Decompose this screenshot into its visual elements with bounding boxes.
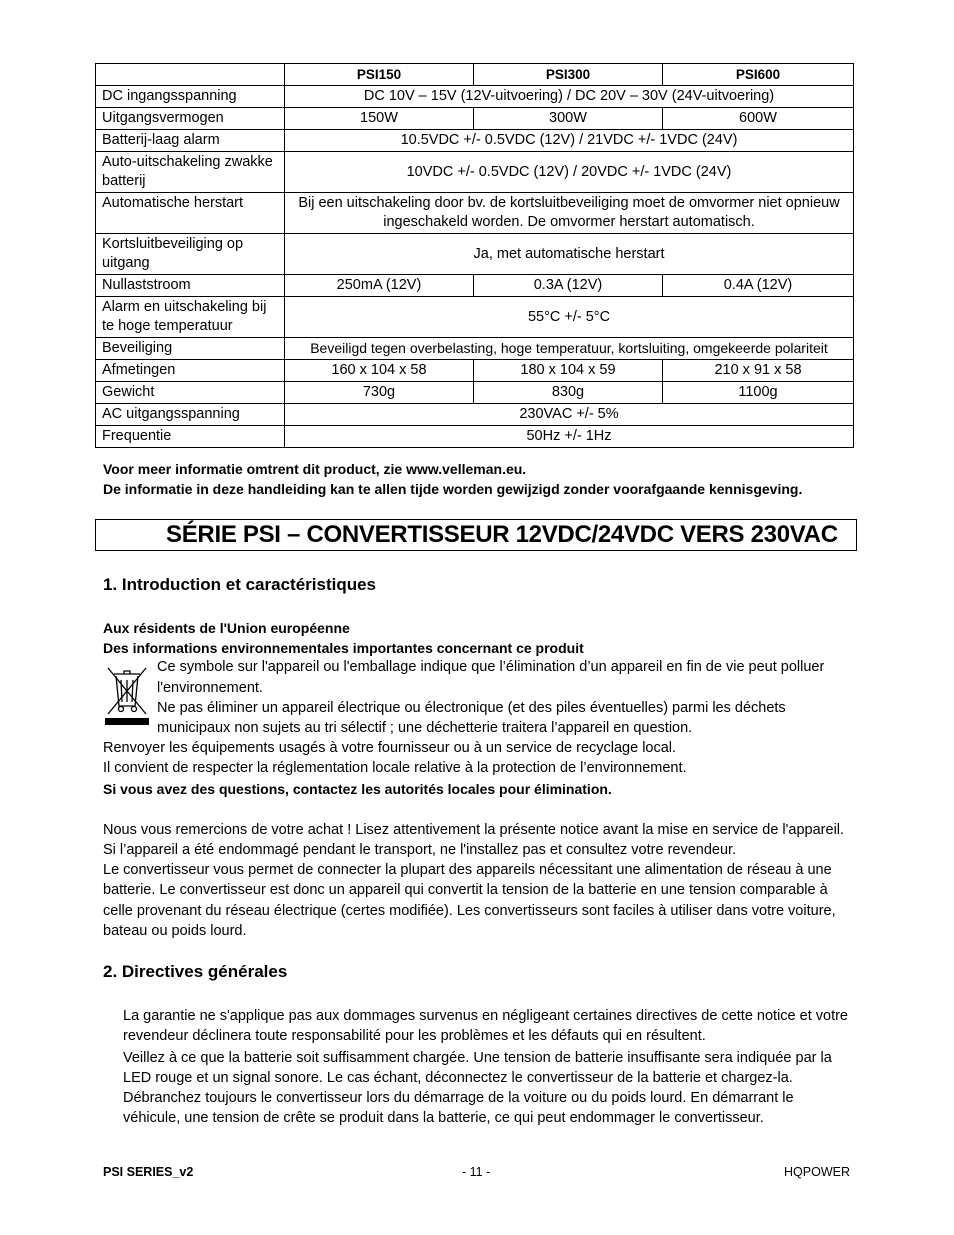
row-label: Alarm en uitschakeling bij te hoge temperatuur <box>96 297 285 338</box>
row-value-psi300: 830g <box>474 382 663 404</box>
row-value-psi150: 160 x 104 x 58 <box>285 360 474 382</box>
row-value-psi150: 730g <box>285 382 474 404</box>
footer-page-number: - 11 - <box>462 1165 491 1179</box>
specs-table <box>95 63 854 448</box>
row-label: Gewicht <box>96 382 285 404</box>
table-row <box>96 234 854 275</box>
directives-para2-line: Veillez à ce que la batterie soit suffisamment chargée. Une tension de batterie insuffisante sera indiquée par la <box>123 1050 832 1066</box>
row-value: Ja, met automatische herstart <box>285 234 854 275</box>
footer-document-id: PSI SERIES_v2 <box>103 1165 194 1179</box>
row-label: Batterij-laag alarm <box>96 130 285 152</box>
row-label: Uitgangsvermogen <box>96 108 285 130</box>
row-label: Nullaststroom <box>96 275 285 297</box>
intro-para-line: celle provenant du réseau électrique (certes modifiée). Les convertisseurs sont faciles à utiliser dans votre voiture, <box>103 903 836 919</box>
intro-para-line: Si l’appareil a été endommagé pendant le transport, ne l'installez pas et consultez votre revendeur. <box>103 842 737 858</box>
row-label: Automatische herstart <box>96 193 285 234</box>
row-value-psi150: 250mA (12V) <box>285 275 474 297</box>
row-value-psi300: 300W <box>474 108 663 130</box>
directives-heading: 2. Directives générales <box>103 962 288 981</box>
weee-line-1: Ce symbole sur l'appareil ou l'emballage indique que l’élimination d’un appareil en fin de vie peut polluer <box>157 659 825 675</box>
intro-para-line: batterie. Le convertisseur est donc un appareil qui convertit la tension de la batterie en une tension comparable à <box>103 882 828 898</box>
row-value: 50Hz +/- 1Hz <box>285 426 854 448</box>
intro-heading: 1. Introduction et caractéristiques <box>103 575 377 594</box>
crossed-bin-icon <box>104 662 150 726</box>
table-row <box>96 86 854 108</box>
table-header-empty <box>96 64 285 86</box>
footer-brand: HQPOWER <box>784 1165 850 1179</box>
eu-heading: Aux résidents de l'Union européenne <box>103 620 350 636</box>
note-more-info: Voor meer informatie omtrent dit product, zie www.velleman.eu. <box>103 461 527 477</box>
table-row <box>96 404 854 426</box>
row-value: Bij een uitschakeling door bv. de kortsluitbeveiliging moet de omvormer niet opnieuw ingeschakeld worden. De omvormer herstart automatisch. <box>285 193 854 234</box>
row-value: DC 10V – 15V (12V-uitvoering) / DC 20V – 30V (24V-uitvoering) <box>285 86 854 108</box>
row-label: Kortsluitbeveiliging op uitgang <box>96 234 285 275</box>
table-row <box>96 108 854 130</box>
row-value: 230VAC +/- 5% <box>285 404 854 426</box>
row-value-psi300: 0.3A (12V) <box>474 275 663 297</box>
eu-subheading: Des informations environnementales importantes concernant ce produit <box>103 640 584 656</box>
row-label: Frequentie <box>96 426 285 448</box>
directives-para1-line: revendeur déclinera toute responsabilité pour les problèmes et les défauts qui en résultent. <box>123 1028 706 1044</box>
table-row <box>96 426 854 448</box>
table-row <box>96 360 854 382</box>
intro-para-line: bateau ou poids lourd. <box>103 923 247 939</box>
directives-para2-line: Débranchez toujours le convertisseur lors du démarrage de la voiture ou du poids lourd. En démarrant le <box>123 1090 794 1106</box>
note-disclaimer: De informatie in deze handleiding kan te allen tijde worden gewijzigd zonder voorafgaande kennisgeving. <box>103 481 803 497</box>
table-header-psi300: PSI300 <box>474 64 663 86</box>
row-value-psi600: 1100g <box>663 382 854 404</box>
row-label: AC uitgangsspanning <box>96 404 285 426</box>
row-value-psi150: 150W <box>285 108 474 130</box>
row-value-psi600: 600W <box>663 108 854 130</box>
recycle-line: Renvoyer les équipements usagés à votre fournisseur ou à un service de recyclage local. <box>103 740 677 756</box>
regulation-line: Il convient de respecter la réglementation locale relative à la protection de l’environnement. <box>103 760 687 776</box>
table-row <box>96 338 854 360</box>
section-title: SÉRIE PSI – CONVERTISSEUR 12VDC/24VDC VERS 230VAC <box>95 519 857 551</box>
row-label: Auto-uitschakeling zwakke batterij <box>96 152 285 193</box>
row-value: 10.5VDC +/- 0.5VDC (12V) / 21VDC +/- 1VDC (24V) <box>285 130 854 152</box>
row-value: 55°C +/- 5°C <box>285 297 854 338</box>
table-row <box>96 297 854 338</box>
table-row <box>96 382 854 404</box>
row-label: Beveiliging <box>96 338 285 360</box>
row-value-psi600: 210 x 91 x 58 <box>663 360 854 382</box>
table-header-psi150: PSI150 <box>285 64 474 86</box>
row-label: DC ingangsspanning <box>96 86 285 108</box>
table-row <box>96 152 854 193</box>
table-header-row <box>96 64 854 86</box>
weee-line-2: l'environnement. <box>157 680 263 696</box>
directives-para2-line: LED rouge et un signal sonore. Le cas échant, déconnectez le convertisseur de la batterie et chargez-la. <box>123 1070 793 1086</box>
weee-line-3: Ne pas éliminer un appareil électrique ou électronique (et des piles éventuelles) parmi les déchets <box>157 700 786 716</box>
intro-para-line: Le convertisseur vous permet de connecter la plupart des appareils nécessitant une alimentation de réseau à une <box>103 862 832 878</box>
weee-line-4: municipaux non sujets au tri sélectif ; une déchetterie traitera l’appareil en question. <box>157 720 693 736</box>
row-value: Beveiligd tegen overbelasting, hoge temperatuur, kortsluiting, omgekeerde polariteit <box>285 338 854 360</box>
contact-authorities-line: Si vous avez des questions, contactez les autorités locales pour élimination. <box>103 781 612 797</box>
row-value-psi300: 180 x 104 x 59 <box>474 360 663 382</box>
intro-para-line: Nous vous remercions de votre achat ! Lisez attentivement la présente notice avant la mise en service de l'appareil. <box>103 822 845 838</box>
row-label: Afmetingen <box>96 360 285 382</box>
table-header-psi600: PSI600 <box>663 64 854 86</box>
row-value: 10VDC +/- 0.5VDC (12V) / 20VDC +/- 1VDC (24V) <box>285 152 854 193</box>
directives-para2-line: véhicule, une tension de crête se produit dans la batterie, ce qui peut endommager le convertisseur. <box>123 1110 764 1126</box>
table-row <box>96 193 854 234</box>
table-row <box>96 275 854 297</box>
directives-para1-line: La garantie ne s'applique pas aux dommages survenus en négligeant certaines directives de cette notice et votre <box>123 1008 848 1024</box>
table-row <box>96 130 854 152</box>
row-value-psi600: 0.4A (12V) <box>663 275 854 297</box>
